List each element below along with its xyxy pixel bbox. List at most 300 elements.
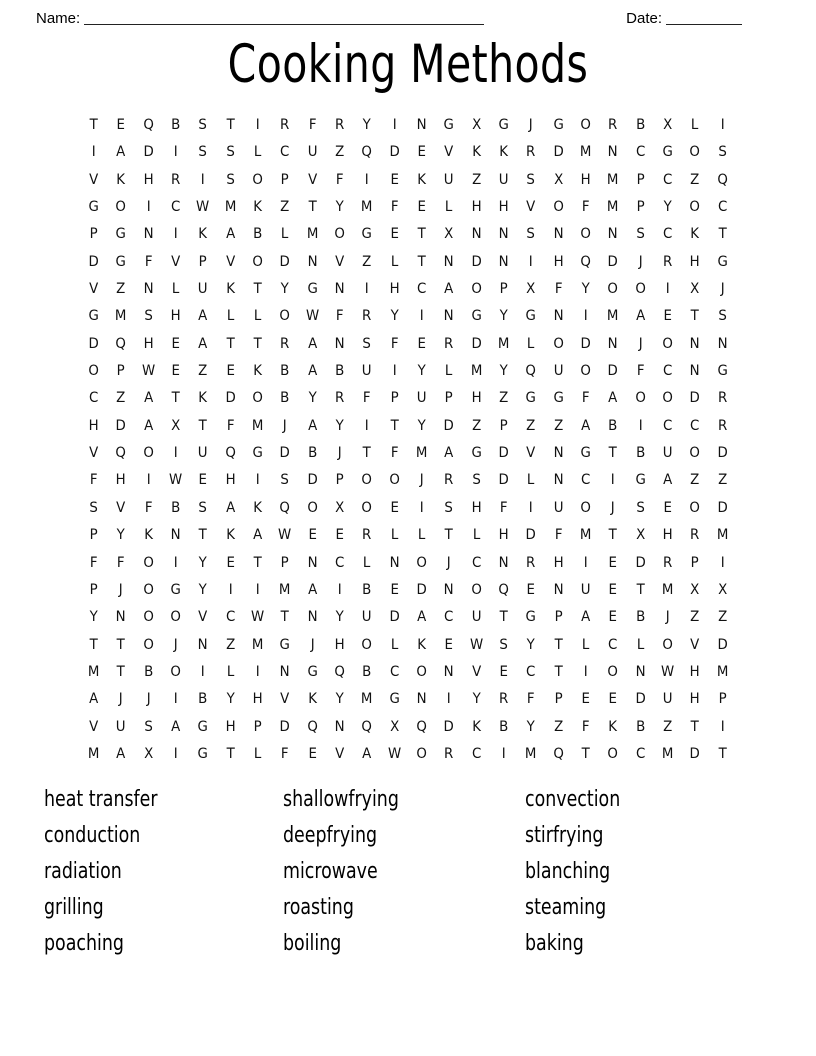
grid-cell[interactable]: H: [471, 199, 482, 216]
grid-cell[interactable]: M: [251, 417, 264, 434]
grid-cell[interactable]: T: [280, 609, 290, 626]
grid-cell[interactable]: Y: [417, 417, 426, 434]
grid-cell[interactable]: D: [443, 718, 455, 735]
grid-cell[interactable]: C: [690, 417, 700, 434]
grid-cell[interactable]: W: [141, 363, 155, 380]
grid-cell[interactable]: R: [662, 253, 673, 270]
grid-cell[interactable]: K: [225, 527, 235, 544]
grid-cell[interactable]: F: [499, 499, 508, 516]
grid-cell[interactable]: B: [362, 663, 372, 680]
grid-cell[interactable]: J: [173, 636, 178, 653]
grid-cell[interactable]: T: [253, 554, 262, 571]
grid-cell[interactable]: L: [253, 745, 262, 762]
grid-cell[interactable]: K: [307, 691, 317, 708]
grid-cell[interactable]: A: [89, 691, 99, 708]
grid-cell[interactable]: B: [499, 718, 509, 735]
grid-cell[interactable]: T: [608, 527, 617, 544]
date-write-in-line[interactable]: [666, 24, 742, 25]
grid-cell[interactable]: A: [143, 417, 153, 434]
grid-cell[interactable]: E: [335, 527, 344, 544]
grid-cell[interactable]: F: [390, 199, 399, 216]
grid-cell[interactable]: C: [608, 636, 618, 653]
grid-cell[interactable]: M: [579, 144, 592, 161]
grid-cell[interactable]: C: [635, 745, 645, 762]
grid-cell[interactable]: Z: [198, 363, 208, 380]
grid-cell[interactable]: E: [226, 554, 235, 571]
word-list-item[interactable]: steaming: [525, 895, 607, 920]
grid-cell[interactable]: D: [498, 445, 509, 462]
grid-cell[interactable]: G: [88, 199, 99, 216]
grid-cell[interactable]: G: [525, 390, 537, 407]
grid-cell[interactable]: I: [583, 663, 588, 680]
grid-cell[interactable]: Z: [662, 718, 673, 735]
grid-cell[interactable]: S: [226, 171, 235, 188]
grid-cell[interactable]: O: [689, 445, 701, 462]
grid-cell[interactable]: G: [307, 663, 318, 680]
grid-cell[interactable]: I: [419, 499, 424, 516]
grid-cell[interactable]: H: [471, 499, 482, 516]
grid-cell[interactable]: N: [197, 636, 208, 653]
grid-cell[interactable]: N: [717, 335, 728, 352]
grid-cell[interactable]: Z: [526, 417, 536, 434]
grid-cell[interactable]: X: [444, 226, 454, 243]
grid-cell[interactable]: H: [580, 171, 591, 188]
grid-cell[interactable]: P: [116, 363, 126, 380]
grid-cell[interactable]: R: [444, 335, 454, 352]
grid-cell[interactable]: Q: [716, 171, 728, 188]
grid-cell[interactable]: N: [498, 554, 509, 571]
grid-cell[interactable]: B: [171, 499, 181, 516]
grid-cell[interactable]: Y: [89, 609, 98, 626]
grid-cell[interactable]: O: [170, 663, 181, 680]
grid-cell[interactable]: B: [280, 390, 290, 407]
grid-cell[interactable]: U: [471, 609, 482, 626]
grid-cell[interactable]: N: [635, 663, 646, 680]
grid-cell[interactable]: X: [553, 171, 563, 188]
grid-cell[interactable]: Q: [115, 335, 127, 352]
grid-cell[interactable]: A: [444, 445, 454, 462]
grid-cell[interactable]: D: [471, 335, 482, 352]
grid-cell[interactable]: B: [171, 117, 181, 133]
grid-cell[interactable]: H: [88, 417, 99, 434]
grid-cell[interactable]: J: [337, 445, 342, 462]
grid-cell[interactable]: U: [307, 144, 318, 161]
word-list-item[interactable]: stirfrying: [525, 823, 604, 848]
grid-cell[interactable]: Y: [116, 527, 126, 544]
grid-cell[interactable]: Q: [334, 663, 345, 680]
grid-cell[interactable]: I: [201, 663, 205, 680]
grid-cell[interactable]: K: [225, 281, 235, 298]
grid-cell[interactable]: T: [253, 335, 262, 352]
grid-cell[interactable]: M: [115, 308, 127, 325]
grid-cell[interactable]: E: [417, 335, 426, 352]
grid-cell[interactable]: C: [471, 554, 481, 571]
grid-cell[interactable]: V: [690, 636, 700, 653]
grid-cell[interactable]: S: [144, 308, 153, 325]
grid-cell[interactable]: W: [196, 199, 210, 216]
grid-cell[interactable]: F: [226, 417, 235, 434]
grid-cell[interactable]: I: [720, 554, 725, 571]
grid-cell[interactable]: V: [225, 253, 235, 270]
word-list-item[interactable]: deepfrying: [283, 823, 378, 848]
grid-cell[interactable]: I: [392, 363, 397, 380]
grid-cell[interactable]: X: [690, 281, 700, 298]
grid-cell[interactable]: K: [499, 144, 508, 161]
grid-cell[interactable]: O: [143, 636, 154, 653]
grid-cell[interactable]: Y: [390, 308, 399, 325]
word-list-item[interactable]: blanching: [525, 859, 611, 884]
grid-cell[interactable]: H: [143, 171, 154, 188]
grid-cell[interactable]: I: [583, 554, 588, 571]
grid-cell[interactable]: L: [226, 663, 235, 680]
grid-cell[interactable]: A: [225, 226, 235, 243]
grid-cell[interactable]: I: [528, 253, 533, 270]
grid-cell[interactable]: V: [526, 445, 536, 462]
grid-cell[interactable]: T: [308, 199, 317, 216]
grid-cell[interactable]: D: [635, 554, 646, 571]
grid-cell[interactable]: O: [689, 499, 701, 516]
grid-cell[interactable]: T: [116, 663, 126, 680]
grid-cell[interactable]: I: [255, 581, 260, 598]
grid-cell[interactable]: T: [554, 636, 563, 653]
grid-cell[interactable]: H: [553, 253, 564, 270]
grid-cell[interactable]: M: [361, 199, 373, 216]
grid-cell[interactable]: J: [638, 253, 643, 270]
grid-cell[interactable]: K: [116, 171, 126, 188]
grid-cell[interactable]: A: [581, 609, 591, 626]
grid-cell[interactable]: U: [416, 390, 427, 407]
grid-cell[interactable]: H: [689, 253, 700, 270]
grid-cell[interactable]: J: [720, 281, 725, 298]
grid-cell[interactable]: A: [307, 335, 317, 352]
grid-cell[interactable]: L: [390, 636, 398, 653]
grid-cell[interactable]: I: [146, 472, 151, 489]
grid-cell[interactable]: E: [581, 691, 590, 708]
grid-cell[interactable]: N: [607, 335, 618, 352]
grid-cell[interactable]: Q: [361, 144, 373, 161]
grid-cell[interactable]: Q: [580, 253, 591, 270]
grid-cell[interactable]: X: [171, 417, 181, 434]
grid-cell[interactable]: S: [362, 335, 372, 352]
grid-cell[interactable]: C: [389, 663, 399, 680]
grid-cell[interactable]: W: [469, 636, 483, 653]
grid-cell[interactable]: S: [499, 636, 508, 653]
grid-cell[interactable]: O: [252, 171, 263, 188]
grid-cell[interactable]: W: [251, 609, 265, 626]
grid-cell[interactable]: C: [280, 144, 290, 161]
grid-cell[interactable]: V: [335, 745, 345, 762]
grid-cell[interactable]: T: [608, 445, 617, 462]
grid-cell[interactable]: E: [390, 171, 399, 188]
grid-cell[interactable]: G: [580, 445, 591, 462]
grid-cell[interactable]: O: [88, 363, 99, 380]
grid-cell[interactable]: N: [498, 226, 509, 243]
grid-cell[interactable]: I: [91, 144, 96, 161]
grid-cell[interactable]: Y: [198, 554, 208, 571]
grid-cell[interactable]: V: [307, 171, 317, 188]
grid-cell[interactable]: W: [305, 308, 319, 325]
grid-cell[interactable]: A: [116, 745, 126, 762]
grid-cell[interactable]: B: [307, 445, 317, 462]
grid-cell[interactable]: R: [171, 171, 181, 188]
grid-cell[interactable]: N: [416, 117, 427, 133]
grid-cell[interactable]: I: [528, 499, 533, 516]
grid-cell[interactable]: E: [608, 581, 618, 598]
grid-cell[interactable]: U: [444, 171, 454, 188]
grid-cell[interactable]: Z: [335, 144, 345, 161]
grid-cell[interactable]: U: [362, 609, 372, 626]
grid-cell[interactable]: D: [689, 745, 701, 762]
grid-cell[interactable]: S: [444, 499, 454, 516]
grid-cell[interactable]: O: [607, 745, 619, 762]
grid-cell[interactable]: E: [171, 335, 180, 352]
grid-cell[interactable]: B: [635, 718, 645, 735]
grid-cell[interactable]: D: [225, 390, 236, 407]
grid-cell[interactable]: V: [89, 171, 99, 188]
grid-cell[interactable]: D: [389, 144, 400, 161]
grid-cell[interactable]: S: [526, 226, 536, 243]
grid-cell[interactable]: L: [281, 226, 289, 243]
grid-cell[interactable]: B: [635, 609, 645, 626]
grid-cell[interactable]: T: [690, 718, 699, 735]
grid-cell[interactable]: C: [88, 390, 99, 407]
grid-cell[interactable]: K: [198, 226, 208, 243]
grid-cell[interactable]: F: [89, 472, 98, 489]
grid-cell[interactable]: J: [528, 117, 533, 133]
grid-cell[interactable]: S: [717, 308, 727, 325]
grid-cell[interactable]: Q: [225, 445, 236, 462]
grid-cell[interactable]: A: [417, 609, 427, 626]
grid-cell[interactable]: H: [662, 527, 673, 544]
grid-cell[interactable]: O: [580, 117, 591, 133]
word-list-item[interactable]: roasting: [283, 895, 354, 920]
grid-cell[interactable]: C: [471, 745, 481, 762]
grid-cell[interactable]: L: [417, 527, 426, 544]
grid-cell[interactable]: Z: [690, 472, 700, 489]
grid-cell[interactable]: I: [146, 199, 151, 216]
grid-cell[interactable]: J: [119, 691, 123, 708]
grid-cell[interactable]: U: [662, 445, 673, 462]
grid-cell[interactable]: A: [307, 417, 317, 434]
grid-cell[interactable]: N: [607, 226, 618, 243]
grid-cell[interactable]: Z: [690, 609, 700, 626]
grid-cell[interactable]: H: [225, 718, 236, 735]
grid-cell[interactable]: Y: [198, 581, 208, 598]
grid-cell[interactable]: C: [662, 171, 673, 188]
grid-cell[interactable]: S: [526, 171, 536, 188]
grid-cell[interactable]: G: [471, 308, 482, 325]
grid-cell[interactable]: F: [390, 445, 399, 462]
grid-cell[interactable]: G: [443, 117, 455, 133]
grid-cell[interactable]: N: [553, 445, 564, 462]
grid-cell[interactable]: K: [417, 636, 426, 653]
grid-cell[interactable]: E: [308, 745, 317, 762]
grid-cell[interactable]: R: [362, 527, 372, 544]
grid-cell[interactable]: G: [525, 308, 537, 325]
grid-cell[interactable]: L: [226, 308, 235, 325]
grid-cell[interactable]: D: [279, 445, 291, 462]
grid-cell[interactable]: Z: [717, 472, 727, 489]
grid-cell[interactable]: J: [310, 636, 315, 653]
grid-cell[interactable]: N: [553, 308, 564, 325]
grid-cell[interactable]: O: [170, 609, 181, 626]
grid-cell[interactable]: D: [88, 335, 99, 352]
grid-cell[interactable]: R: [662, 554, 673, 571]
grid-cell[interactable]: O: [361, 636, 373, 653]
grid-cell[interactable]: D: [443, 417, 455, 434]
grid-cell[interactable]: H: [553, 554, 564, 571]
grid-cell[interactable]: J: [119, 581, 123, 598]
grid-cell[interactable]: N: [443, 308, 454, 325]
grid-cell[interactable]: V: [526, 199, 536, 216]
grid-cell[interactable]: O: [662, 636, 673, 653]
grid-cell[interactable]: O: [634, 281, 646, 298]
grid-cell[interactable]: A: [444, 281, 454, 298]
word-list-item[interactable]: conduction: [44, 823, 141, 848]
grid-cell[interactable]: K: [143, 527, 153, 544]
grid-cell[interactable]: V: [116, 499, 126, 516]
grid-cell[interactable]: Y: [280, 281, 290, 298]
grid-cell[interactable]: T: [116, 636, 126, 653]
grid-cell[interactable]: K: [198, 390, 208, 407]
grid-cell[interactable]: T: [718, 226, 727, 243]
grid-cell[interactable]: M: [607, 199, 619, 216]
grid-cell[interactable]: Y: [335, 417, 344, 434]
grid-cell[interactable]: T: [198, 527, 208, 544]
grid-cell[interactable]: N: [115, 609, 126, 626]
grid-cell[interactable]: F: [554, 281, 563, 298]
word-list-item[interactable]: heat transfer: [44, 787, 158, 812]
grid-cell[interactable]: A: [635, 308, 645, 325]
grid-cell[interactable]: G: [471, 445, 482, 462]
grid-cell[interactable]: X: [662, 117, 673, 133]
grid-cell[interactable]: G: [389, 691, 400, 708]
grid-cell[interactable]: G: [115, 226, 127, 243]
grid-cell[interactable]: N: [389, 554, 400, 571]
grid-cell[interactable]: J: [610, 499, 615, 516]
grid-cell[interactable]: A: [662, 472, 673, 489]
grid-cell[interactable]: I: [501, 745, 506, 762]
grid-cell[interactable]: E: [608, 609, 618, 626]
grid-cell[interactable]: O: [552, 199, 564, 216]
grid-cell[interactable]: D: [498, 472, 509, 489]
word-list-item[interactable]: poaching: [44, 931, 124, 956]
grid-cell[interactable]: L: [390, 253, 398, 270]
grid-cell[interactable]: B: [198, 691, 208, 708]
grid-cell[interactable]: G: [279, 636, 291, 653]
grid-cell[interactable]: N: [279, 663, 290, 680]
grid-cell[interactable]: M: [497, 335, 510, 352]
grid-cell[interactable]: I: [638, 417, 643, 434]
grid-cell[interactable]: Z: [717, 609, 727, 626]
grid-cell[interactable]: X: [143, 745, 153, 762]
grid-cell[interactable]: D: [717, 636, 728, 653]
grid-cell[interactable]: L: [253, 144, 262, 161]
grid-cell[interactable]: U: [362, 363, 372, 380]
grid-cell[interactable]: K: [253, 499, 263, 516]
grid-cell[interactable]: T: [171, 390, 180, 407]
grid-cell[interactable]: A: [116, 144, 126, 161]
grid-cell[interactable]: D: [580, 335, 591, 352]
grid-cell[interactable]: U: [198, 281, 208, 298]
grid-cell[interactable]: A: [198, 335, 208, 352]
grid-cell[interactable]: V: [198, 609, 208, 626]
grid-cell[interactable]: O: [580, 499, 591, 516]
grid-cell[interactable]: D: [416, 581, 427, 598]
grid-cell[interactable]: O: [252, 253, 263, 270]
grid-cell[interactable]: V: [280, 691, 290, 708]
grid-cell[interactable]: H: [143, 335, 154, 352]
grid-cell[interactable]: F: [581, 199, 590, 216]
grid-cell[interactable]: Q: [115, 445, 127, 462]
grid-cell[interactable]: O: [552, 335, 564, 352]
grid-cell[interactable]: M: [607, 171, 619, 188]
grid-cell[interactable]: P: [499, 417, 508, 434]
grid-cell[interactable]: X: [635, 527, 645, 544]
grid-cell[interactable]: S: [635, 226, 645, 243]
grid-cell[interactable]: R: [362, 308, 372, 325]
grid-cell[interactable]: I: [228, 581, 233, 598]
grid-cell[interactable]: R: [526, 144, 536, 161]
grid-cell[interactable]: Q: [525, 363, 537, 380]
grid-cell[interactable]: G: [717, 363, 728, 380]
grid-cell[interactable]: M: [716, 663, 728, 680]
grid-cell[interactable]: B: [635, 445, 645, 462]
grid-cell[interactable]: G: [88, 308, 99, 325]
grid-cell[interactable]: D: [279, 253, 291, 270]
grid-cell[interactable]: Z: [225, 636, 235, 653]
grid-cell[interactable]: S: [198, 117, 208, 133]
grid-cell[interactable]: C: [717, 199, 727, 216]
grid-cell[interactable]: Y: [226, 691, 235, 708]
grid-cell[interactable]: I: [255, 663, 260, 680]
grid-cell[interactable]: Y: [499, 308, 508, 325]
grid-cell[interactable]: G: [170, 581, 181, 598]
grid-cell[interactable]: F: [144, 499, 153, 516]
grid-cell[interactable]: O: [143, 581, 154, 598]
grid-cell[interactable]: I: [173, 691, 178, 708]
word-list-item[interactable]: convection: [525, 787, 621, 812]
grid-cell[interactable]: D: [143, 144, 154, 161]
grid-cell[interactable]: R: [334, 390, 345, 407]
grid-cell[interactable]: A: [171, 718, 181, 735]
grid-cell[interactable]: I: [173, 554, 178, 571]
grid-cell[interactable]: P: [390, 390, 399, 407]
grid-cell[interactable]: P: [499, 281, 508, 298]
grid-cell[interactable]: I: [364, 171, 369, 188]
grid-cell[interactable]: V: [335, 253, 345, 270]
grid-cell[interactable]: Q: [279, 499, 291, 516]
grid-cell[interactable]: B: [362, 581, 372, 598]
grid-cell[interactable]: V: [444, 144, 454, 161]
grid-cell[interactable]: U: [580, 581, 591, 598]
grid-cell[interactable]: N: [334, 335, 345, 352]
grid-cell[interactable]: N: [689, 335, 700, 352]
grid-cell[interactable]: A: [143, 390, 153, 407]
grid-cell[interactable]: I: [364, 281, 369, 298]
grid-cell[interactable]: T: [690, 308, 699, 325]
grid-cell[interactable]: J: [665, 609, 670, 626]
grid-cell[interactable]: X: [690, 581, 700, 598]
grid-cell[interactable]: Q: [552, 745, 564, 762]
grid-cell[interactable]: H: [115, 472, 127, 489]
grid-cell[interactable]: M: [251, 636, 264, 653]
grid-cell[interactable]: A: [307, 363, 317, 380]
grid-cell[interactable]: Z: [499, 390, 509, 407]
grid-cell[interactable]: T: [226, 745, 235, 762]
grid-cell[interactable]: Q: [143, 117, 154, 133]
grid-cell[interactable]: R: [444, 472, 454, 489]
